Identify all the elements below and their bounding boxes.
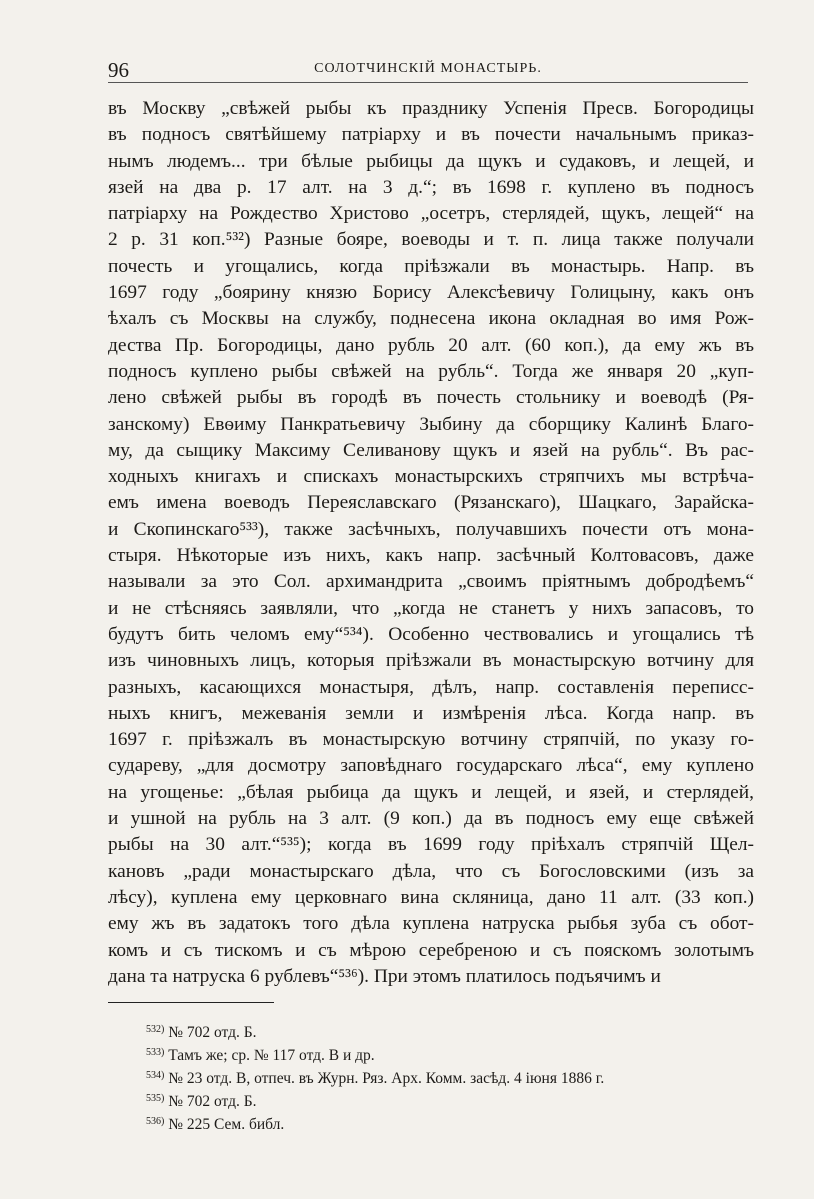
text-line: ему жъ въ задатокъ того дѣла куплена натруска рыбья зуба съ обот-: [108, 913, 754, 935]
footnote: [146, 1087, 766, 1110]
text-line: рыбы на 30 алт.“⁵³⁵); когда въ 1699 году пріѣхалъ стряпчій Щел-: [108, 834, 754, 856]
text-line: дества Пр. Богородицы, дано рубль 20 алт. (60 коп.), да ему жъ въ: [108, 334, 754, 356]
text-line: и ушной на рубль на 3 алт. (9 коп.) да въ подносъ ему еще свѣжей: [108, 808, 754, 830]
text-line: разныхъ, касающихся монастыря, дѣлъ, напр. составленія переписс-: [108, 676, 754, 698]
footnote: [146, 1064, 766, 1087]
text-line: 1697 г. пріѣзжалъ въ монастырскую вотчину стряпчій, по указу го-: [108, 729, 754, 751]
text-line: судареву, „для досмотру заповѣднаго государскаго лѣса“, ему куплено: [108, 755, 754, 777]
page-header: [108, 58, 748, 82]
text-line: называли за это Сол. архимандрита „своимъ пріятнымъ добродѣемъ“: [108, 571, 754, 593]
text-line: ѣхалъ съ Москвы на службу, поднесена икона окладная во имя Рож-: [108, 308, 754, 330]
text-line: ходныхъ книгахъ и спискахъ монастырскихъ стряпчихъ мы встрѣча-: [108, 466, 754, 488]
text-line: на угощенье: „бѣлая рыбица да щукъ и лещей, и язей, и стерлядей,: [108, 781, 754, 803]
footnote-number: 536): [146, 1116, 165, 1127]
text-line: въ Москву „свѣжей рыбы къ празднику Успенія Пресв. Богородицы: [108, 98, 754, 119]
footnote-text: № 702 отд. Б.: [168, 1024, 257, 1041]
text-line: и не стѣсняясь заявляли, что „когда не станетъ у нихъ запасовъ, то: [108, 597, 754, 619]
text-line: стыря. Нѣкоторые изъ нихъ, какъ напр. засѣчный Колтовасовъ, даже: [108, 545, 754, 567]
footnote-text: № 702 отд. Б.: [168, 1093, 257, 1110]
footnote-text: Тамъ же; ср. № 117 отд. В и др.: [168, 1047, 375, 1064]
text-line: почесть и угощались, когда пріѣзжали въ монастырь. Напр. въ: [108, 255, 754, 277]
footnote-text: № 225 Сем. библ.: [168, 1116, 285, 1133]
text-line: будутъ бить челомъ ему“⁵³⁴). Особенно чествовались и угощались тѣ: [108, 623, 754, 645]
footnote-number: 533): [146, 1047, 165, 1058]
text-line: му, да сыщику Максиму Селиванову щукъ и язей на рубль“. Въ рас-: [108, 439, 754, 461]
footnote-number: 532): [146, 1024, 165, 1035]
footnote-rule: [108, 1002, 274, 1003]
footnote-number: 535): [146, 1093, 165, 1104]
text-line: и Скопинскаго⁵³³), также засѣчныхъ, получавшихъ почести отъ мона-: [108, 518, 754, 540]
text-line: емъ имена воеводъ Переяславскаго (Рязанскаго), Шацкаго, Зарайска-: [108, 492, 754, 514]
footnote: [146, 1041, 766, 1064]
text-line: нымъ людемъ... три бѣлые рыбицы да щукъ и судаковъ, и лещей, и: [108, 150, 754, 172]
page-number: 96: [108, 58, 129, 82]
text-line: 2 р. 31 коп.⁵³²) Разные бояре, воеводы и т. п. лица также получали: [108, 229, 754, 251]
text-line: 1697 году „боярину князю Борису Алексѣевичу Голицыну, какъ онъ: [108, 282, 754, 304]
running-title: СОЛОТЧИНСКІЙ МОНАСТЫРЬ.: [314, 61, 542, 76]
text-line: язей на два р. 17 алт. на 3 д.“; въ 1698 г. куплено въ подносъ: [108, 176, 754, 198]
text-line: изъ чиновныхъ лицъ, которыя пріѣзжали въ монастырскую вотчину для: [108, 650, 754, 672]
text-line: лѣсу), куплена ему церковнаго вина скляница, дано 11 алт. (33 коп.): [108, 886, 754, 908]
footnote: [146, 1018, 766, 1041]
text-line: въ подносъ святѣйшему патріарху и въ почести начальнымъ приказ-: [108, 124, 754, 146]
body-text: [108, 96, 754, 990]
text-line: подносъ куплено рыбы свѣжей на рубль“. Тогда же января 20 „куп-: [108, 360, 754, 382]
text-line: комъ и съ тискомъ и съ мѣрою серебреною и съ пояскомъ золотымъ: [108, 939, 754, 961]
text-line: кановъ „ради монастырскаго дѣла, что съ Богословскими (изъ за: [108, 860, 754, 882]
header-rule: [108, 82, 748, 83]
footnotes: [146, 1018, 766, 1133]
text-line: ныхъ книгъ, межеванія земли и измѣренія лѣса. Когда напр. въ: [108, 702, 754, 724]
text-line: занскому) Евѳиму Панкратьевичу Зыбину да сборщику Калинѣ Благо-: [108, 413, 754, 435]
footnote-text: № 23 отд. В, отпеч. въ Журн. Ряз. Арх. Комм. засѣд. 4 іюня 1886 г.: [168, 1070, 605, 1087]
text-line: лено свѣжей рыбы въ городѣ въ почесть стольнику и воеводѣ (Ря-: [108, 387, 754, 409]
text-line: дана та натруска 6 рублевъ“⁵³⁶). При этомъ платилось подъячимъ и: [108, 965, 661, 987]
footnote-number: 534): [146, 1070, 165, 1081]
text-line: патріарху на Рождество Христово „осетръ, стерлядей, щукъ, лещей“ на: [108, 203, 754, 225]
footnote: [146, 1110, 766, 1133]
